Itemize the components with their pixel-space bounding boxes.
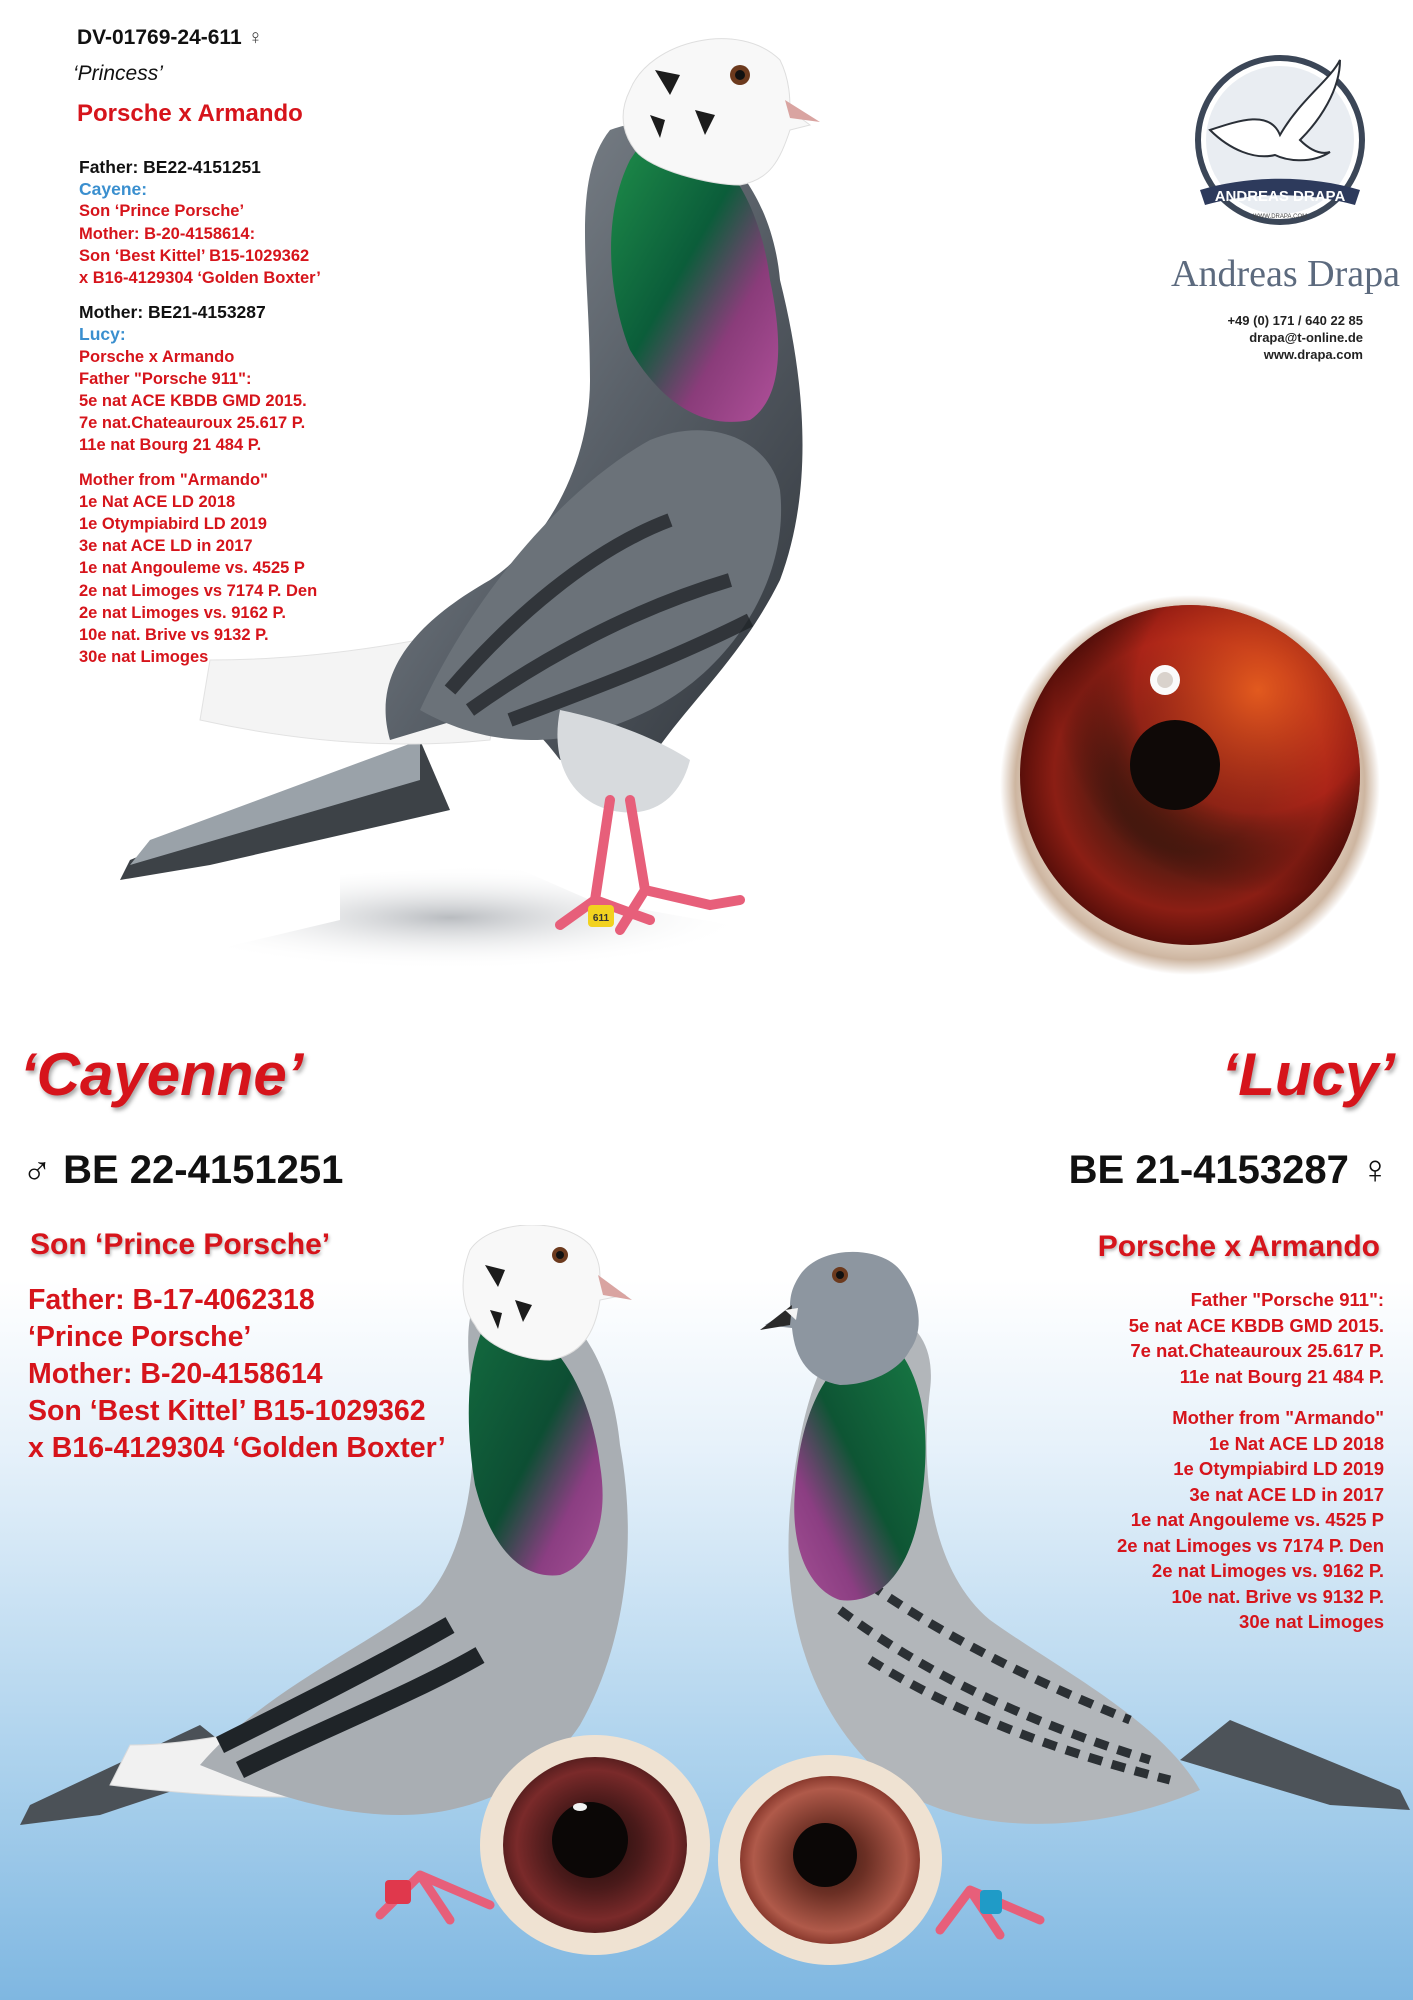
eye-closeup [990,585,1390,985]
mother-line: 1e Nat ACE LD 2018 [79,492,236,511]
mother-line: 30e nat Limoges [79,648,209,667]
mother-line: 2e nat Limoges vs 7174 P. Den [79,581,318,600]
top-pigeon-cross: Porsche x Armando [77,100,303,127]
mother-name: Lucy: [79,324,126,345]
cayenne-subtitle: Son ‘Prince Porsche’ [30,1228,331,1261]
lucy-title: ‘Lucy’ [1221,1041,1395,1108]
lucy-line: 1e nat Angouleme vs. 4525 P [1130,1509,1384,1530]
cayenne-ring: ♂ BE 22-4151251 [22,1148,344,1192]
lucy-ring: BE 21-4153287 ♀ [1068,1148,1390,1192]
mother-line: Porsche x Armando [79,347,235,366]
phone: +49 (0) 171 / 640 22 85 [1227,313,1363,328]
top-pigeon-illustration [90,20,1030,1000]
father-name: Cayene: [79,179,148,200]
mother-label: Mother: BE21-4153287 [79,302,266,323]
logo-text: ANDREAS DRAPA [1214,188,1346,205]
father-line: Son ‘Prince Porsche’ [79,202,245,221]
lucy-line: Father "Porsche 911": [1190,1289,1384,1310]
female-symbol: ♀ [1360,1148,1390,1192]
mother-line: 10e nat. Brive vs 9132 P. [79,626,269,645]
mother-line: Father "Porsche 911": [79,369,252,388]
lucy-line: 30e nat Limoges [1239,1611,1384,1632]
brand-contact [1110,312,1363,363]
logo-url: WWW.DRAPA.COM [1252,214,1308,220]
mother-line: 1e Otympiabird LD 2019 [79,515,267,534]
lucy-line: 7e nat.Chateauroux 25.617 P. [1130,1340,1384,1361]
lucy-line: 5e nat ACE KBDB GMD 2015. [1128,1314,1384,1336]
cayenne-eye-closeup [470,1725,720,1965]
father-line: Son ‘Best Kittel’ B15-1029362 [79,246,310,265]
lucy-line: 2e nat Limoges vs. 9162 P. [1151,1560,1384,1581]
pigeon-shadow [150,865,750,970]
male-symbol: ♂ [22,1148,52,1192]
top-ring-number: DV-01769-24-611 ♀ [77,26,264,49]
father-line: x B16-4129304 ‘Golden Boxter’ [79,269,321,288]
mother-line: 1e nat Angouleme vs. 4525 P [79,559,305,578]
pupil [1130,720,1220,810]
cayenne-line: Son ‘Best Kittel’ B15-1029362 [28,1395,426,1427]
mother-line: 7e nat.Chateauroux 25.617 P. [79,414,306,433]
mother-line: Mother from "Armando" [79,470,268,489]
lucy-line: 11e nat Bourg 21 484 P. [1179,1365,1384,1387]
email: drapa@t-online.de [1249,330,1363,345]
cayenne-line: Father: B-17-4062318 [28,1284,315,1316]
mother-line: 2e nat Limoges vs. 9162 P. [79,603,286,622]
ring-band-text: 611 [592,913,610,924]
lucy-line: Mother from "Armando" [1172,1407,1384,1428]
lucy-line: 10e nat. Brive vs 9132 P. [1171,1585,1384,1607]
pigeon-legs [560,800,740,930]
andreas-drapa-logo [1190,40,1370,235]
lucy-eye-closeup [710,1745,950,1975]
lucy-line: 1e Nat ACE LD 2018 [1208,1432,1384,1454]
lucy-line: 3e nat ACE LD in 2017 [1189,1483,1384,1505]
cayenne-line: ‘Prince Porsche’ [28,1321,252,1353]
pigeon-head [623,39,810,185]
father-line: Mother: B-20-4158614: [79,224,256,243]
mother-line: 3e nat ACE LD in 2017 [79,537,253,556]
father-label: Father: BE22-4151251 [79,157,261,177]
lucy-subtitle: Porsche x Armando [1097,1230,1380,1263]
cayenne-line: x B16-4129304 ‘Golden Boxter’ [28,1432,446,1464]
cayenne-title: ‘Cayenne’ [20,1041,304,1108]
cayenne-line: Mother: B-20-4158614 [28,1358,323,1390]
lucy-line: 2e nat Limoges vs 7174 P. Den [1116,1534,1384,1556]
brand-name: Andreas Drapa [1171,253,1400,295]
website: www.drapa.com [1263,347,1363,362]
mother-line: 5e nat ACE KBDB GMD 2015. [79,392,307,411]
lucy-line: 1e Otympiabird LD 2019 [1173,1458,1384,1479]
mother-line: 11e nat Bourg 21 484 P. [79,436,262,455]
top-pigeon-name: ‘Princess’ [73,62,163,85]
